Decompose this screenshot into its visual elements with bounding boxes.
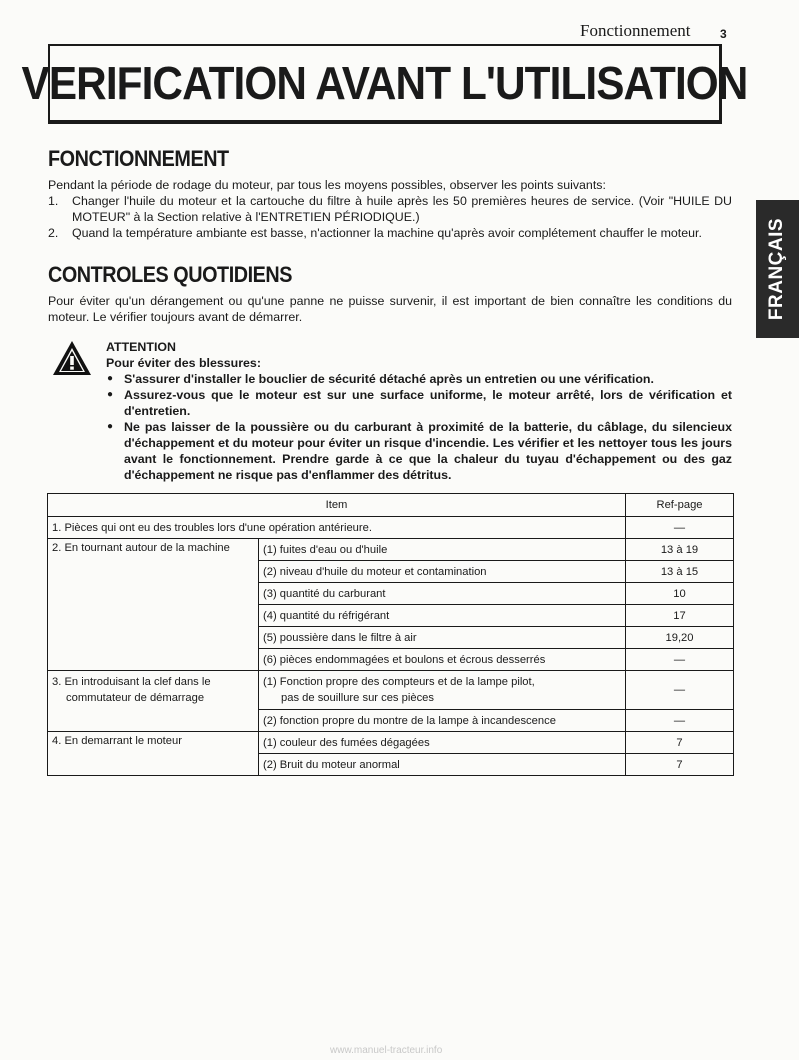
fonctionnement-item-1 [48,193,732,225]
table-row [48,539,734,561]
page-title: VERIFICATION AVANT L'UTILISATION [21,57,748,109]
table-row [48,517,734,539]
heading-fonctionnement: FONCTIONNEMENT [48,146,229,171]
row1-label: 1. Pièces qui ont eu des troubles lors d'une opération antérieure. [48,517,626,539]
group2-label: 2. En tournant autour de la machine [48,539,259,671]
header-item: Item [48,494,626,517]
warning-triangle-icon [52,340,92,376]
group2-item-5: (5) poussière dans le filtre à air [259,627,626,649]
header-ref-page: Ref-page [626,494,734,517]
language-tab [756,200,799,338]
group3-item1-line1: (1) Fonction propre des compteurs et de la lampe pilot, [263,676,535,688]
item-number: 1. [48,194,59,208]
group3-label-line2: commutateur de démarrage [66,692,205,704]
group2-item-3: (3) quantité du carburant [259,583,626,605]
group2-ref-2: 13 à 15 [626,561,734,583]
attention-subtitle: Pour éviter des blessures: [106,356,261,370]
group4-item-1: (1) couleur des fumées dégagées [259,732,626,754]
footer-url: www.manuel-tracteur.info [330,1045,443,1056]
group4-item-2: (2) Bruit du moteur anormal [259,754,626,776]
group4-ref-1: 7 [626,732,734,754]
item-text: Quand la température ambiante est basse, n'actionner la machine qu'après avoir complétement chauffer le moteur. [72,226,702,240]
daily-check-table [47,493,734,776]
group3-ref-2: — [626,710,734,732]
fonctionnement-item-2 [48,225,732,241]
group2-item-2: (2) niveau d'huile du moteur et contamination [259,561,626,583]
group3-item-2: (2) fonction propre du montre de la lampe à incandescence [259,710,626,732]
group2-item-6: (6) pièces endommagées et boulons et écrous desserrés [259,649,626,671]
group2-item-1: (1) fuites d'eau ou d'huile [259,539,626,561]
language-tab-label: FRANÇAIS [766,217,788,321]
heading-controles-quotidiens: CONTROLES QUOTIDIENS [48,262,293,287]
fonctionnement-intro: Pendant la période de rodage du moteur, par tous les moyens possibles, observer les points suivants: [48,178,606,192]
table-header-row [48,494,734,517]
item-text: Changer l'huile du moteur et la cartouche du filtre à huile après les 50 premières heures de service. (Voir "HUILE DU MOTEUR" à la Section relative à l'ENTRETIEN PÉRIODIQUE.) [72,194,732,224]
attention-bullet: ● Ne pas laisser de la poussière ou du carburant à proximité de la batterie, du câblage, du silencieux d'échappement et du moteur pour éviter un risque d'incendie. Les vérifier et les nettoyer tous les jours avant le fonctionnement. Prendre garde à ce que la chaleur du tuyau d'échappement ou des gaz d'échappement ne risque pas d'enflammer des détritus. [106,419,732,483]
title-box [21,44,748,124]
controles-intro: Pour éviter qu'un dérangement ou qu'une panne ne puisse survenir, il est important de bien connaître les conditions du moteur. Le vérifier toujours avant de démarrer. [48,294,732,324]
group2-ref-3: 10 [626,583,734,605]
attention-block [106,339,732,483]
group3-item-1 [259,671,626,710]
group3-label-line1: 3. En introduisant la clef dans le [52,676,211,688]
table-row [48,732,734,754]
group2-ref-6: — [626,649,734,671]
attention-label: ATTENTION [106,340,176,354]
running-header: Fonctionnement [580,21,691,40]
group4-label: 4. En demarrant le moteur [48,732,259,776]
attention-bullet-list [106,371,732,483]
item-number: 2. [48,226,59,240]
table-row [48,671,734,710]
group2-ref-4: 17 [626,605,734,627]
group3-item1-line2: pas de souillure sur ces pièces [281,692,434,704]
group2-ref-5: 19,20 [626,627,734,649]
group2-ref-1: 13 à 19 [626,539,734,561]
row1-ref: — [626,517,734,539]
attention-bullet: ● S'assurer d'installer le bouclier de sécurité détaché après un entretien ou une vérification. [106,371,732,387]
group2-item-4: (4) quantité du réfrigérant [259,605,626,627]
group3-label [48,671,259,732]
group3-ref-1: — [626,671,734,710]
page-number: 3 [720,27,727,41]
group4-ref-2: 7 [626,754,734,776]
attention-bullet: ● Assurez-vous que le moteur est sur une surface uniforme, le moteur arrêté, lors de vérification et d'entretien. [106,387,732,419]
